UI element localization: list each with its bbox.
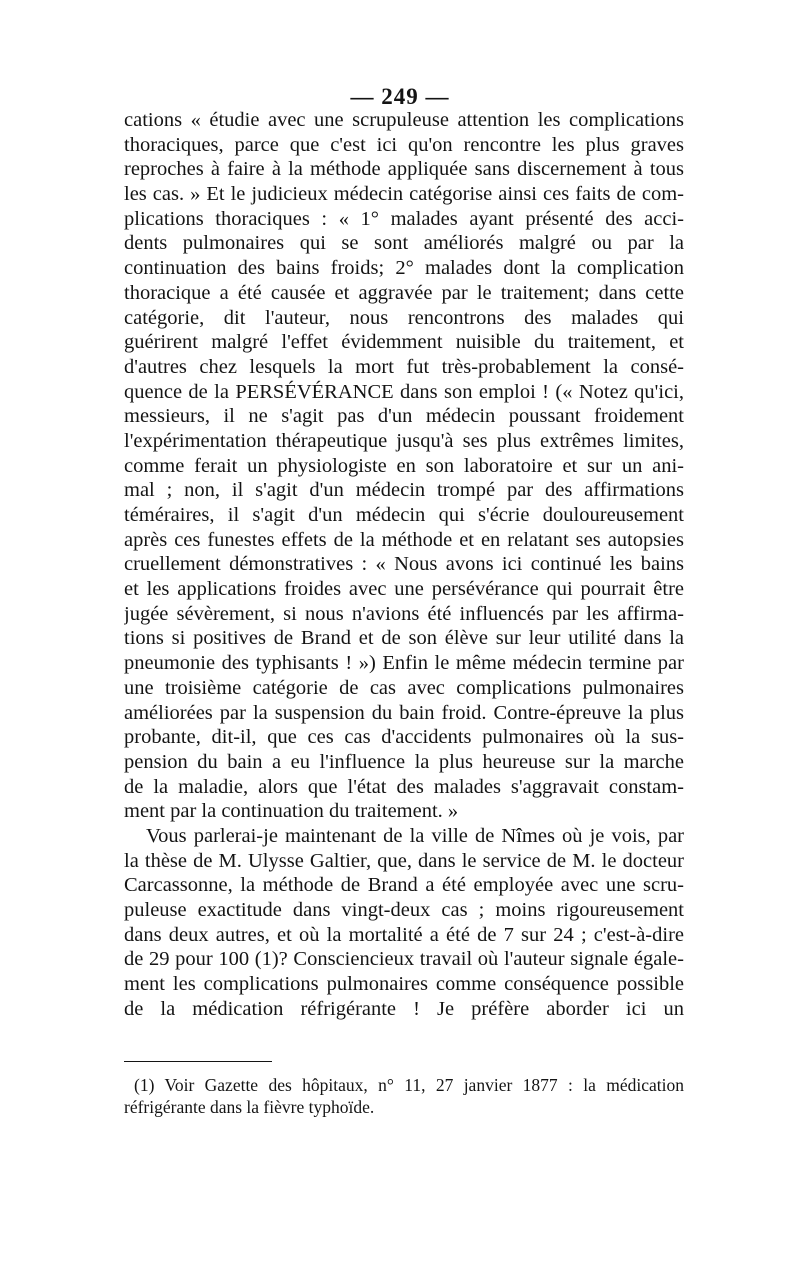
- text-line: cruellement démonstratives : « Nous avons ici continué les bains: [124, 553, 684, 576]
- text-line: et les applications froides avec une persévérance qui pourrait être: [124, 578, 684, 601]
- text-line: quence de la PERSÉVÉRANCE dans son emploi ! (« Notez qu'ici,: [124, 380, 684, 403]
- text-line: comme ferait un physiologiste en son laboratoire et sur un ani-: [124, 454, 684, 477]
- text-line: mal ; non, il s'agit d'un médecin trompé par des affirmations: [124, 479, 684, 502]
- text-line: les cas. » Et le judicieux médecin catégorise ainsi ces faits de com-: [124, 183, 684, 206]
- text-line: reproches à faire à la méthode appliquée sans discernement à tous: [124, 158, 684, 181]
- text-line: une troisième catégorie de cas avec complications pulmonaires: [124, 676, 684, 699]
- text-line: cations « étudie avec une scrupuleuse attention les complications: [124, 109, 684, 131]
- text-line: continuation des bains froids; 2° malades dont la complication: [124, 257, 684, 280]
- text-line: pneumonie des typhisants ! ») Enfin le même médecin termine par: [124, 652, 684, 675]
- text-line: de 29 pour 100 (1)? Consciencieux travail où l'auteur signale égale-: [124, 948, 684, 971]
- body-text: [124, 108, 684, 1021]
- text-line: Carcassonne, la méthode de Brand a été employée avec une scru-: [124, 874, 684, 897]
- text-line: ment les complications pulmonaires comme conséquence possible: [124, 973, 684, 996]
- footnote-line: (1) Voir Gazette des hôpitaux, n° 11, 27 janvier 1877 : la médication: [134, 1075, 684, 1095]
- footnote: [124, 1074, 684, 1118]
- text-line: plications thoraciques : « 1° malades ayant présenté des acci-: [124, 207, 684, 230]
- text-line: de la médication réfrigérante ! Je préfère aborder ici un: [124, 997, 684, 1020]
- text-line: dents pulmonaires qui se sont améliorés malgré ou par la: [124, 232, 684, 255]
- text-line: téméraires, il s'agit d'un médecin qui s'écrie douloureusement: [124, 504, 684, 526]
- text-line: d'autres chez lesquels la mort fut très-probablement la consé-: [124, 355, 684, 378]
- text-line: l'expérimentation thérapeutique jusqu'à ses plus extrêmes limites,: [124, 429, 684, 452]
- text-line: thoraciques, parce que c'est ici qu'on rencontre les plus graves: [124, 133, 684, 156]
- text-line: jugée sévèrement, si nous n'avions été influencés par les affirma-: [124, 602, 684, 625]
- footnote-divider: [124, 1061, 272, 1062]
- text-line: probante, dit-il, que ces cas d'accidents pulmonaires où la sus-: [124, 726, 684, 749]
- text-line: de la maladie, alors que l'état des malades s'aggravait constam-: [124, 775, 684, 798]
- text-line: après ces funestes effets de la méthode et en relatant ses autopsies: [124, 528, 684, 551]
- text-line: messieurs, il ne s'agit pas d'un médecin poussant froidement: [124, 405, 684, 428]
- page-number: — 249 —: [350, 84, 450, 109]
- text-line: catégorie, dit l'auteur, nous rencontrons des malades qui: [124, 306, 684, 329]
- text-line: la thèse de M. Ulysse Galtier, que, dans le service de M. le docteur: [124, 849, 684, 872]
- paragraph-start-line: Vous parlerai-je maintenant de la ville de Nîmes où je vois, par: [146, 824, 684, 847]
- paragraph-end-line: ment par la continuation du traitement. »: [124, 800, 459, 823]
- text-line: pension du bain a eu l'influence la plus heureuse sur la marche: [124, 750, 684, 773]
- text-line: tions si positives de Brand et de son élève sur leur utilité dans la: [124, 627, 684, 650]
- text-line: thoracique a été causée et aggravée par le traitement; dans cette: [124, 281, 684, 304]
- footnote-line: réfrigérante dans la fièvre typhoïde.: [124, 1097, 375, 1117]
- text-line: puleuse exactitude dans vingt-deux cas ; moins rigoureusement: [124, 899, 684, 921]
- text-line: guérirent malgré l'effet évidemment nuisible du traitement, et: [124, 331, 684, 354]
- text-line: améliorées par la suspension du bain froid. Contre-épreuve la plus: [124, 701, 684, 724]
- text-line: dans deux autres, et où la mortalité a été de 7 sur 24 ; c'est-à-dire: [124, 923, 684, 946]
